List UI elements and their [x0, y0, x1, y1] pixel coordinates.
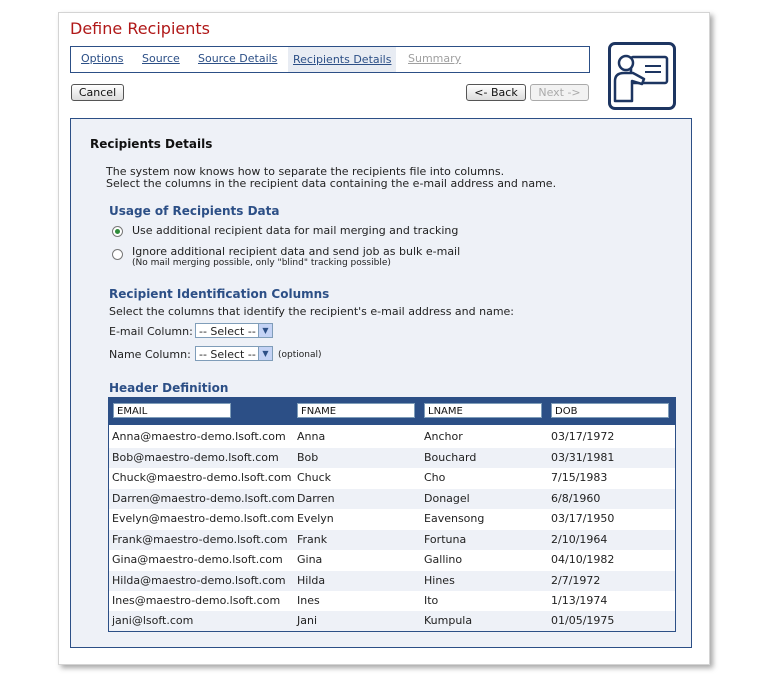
- email-column-value: -- Select --: [199, 325, 256, 338]
- table-row: [109, 530, 675, 550]
- wizard-panel: [58, 12, 710, 665]
- chevron-down-icon: ▼: [258, 347, 272, 360]
- name-column-optional-note: (optional): [278, 350, 322, 360]
- wizard-tabs: [70, 46, 590, 73]
- cell-dob: 2/10/1964: [551, 533, 608, 546]
- radio-selected-dot: [115, 229, 120, 234]
- cell-dob: 04/10/1982: [551, 553, 615, 566]
- back-button[interactable]: <- Back: [466, 84, 526, 101]
- table-row: [109, 489, 675, 509]
- cell-lname: Fortuna: [424, 533, 467, 546]
- tab-source[interactable]: Source: [142, 52, 180, 65]
- header-input-email[interactable]: EMAIL: [113, 403, 231, 418]
- identification-heading: Recipient Identification Columns: [109, 287, 330, 301]
- cell-fname: Hilda: [297, 574, 326, 587]
- table-header-row: [109, 398, 675, 425]
- usage-heading: Usage of Recipients Data: [109, 204, 280, 218]
- tab-summary: Summary: [408, 52, 462, 65]
- cell-lname: Hines: [424, 574, 455, 587]
- cell-lname: Kumpula: [424, 614, 473, 627]
- cell-dob: 03/17/1972: [551, 430, 615, 443]
- cell-lname: Gallino: [424, 553, 463, 566]
- radio-ignore-note: (No mail merging possible, only "blind" tracking possible): [132, 258, 391, 268]
- table-row: [109, 550, 675, 570]
- cell-lname: Bouchard: [424, 451, 477, 464]
- next-button: Next ->: [530, 84, 589, 101]
- cell-email: Gina@maestro-demo.lsoft.com: [112, 553, 283, 566]
- cell-email: Hilda@maestro-demo.lsoft.com: [112, 574, 286, 587]
- name-column-label: Name Column:: [109, 348, 191, 361]
- cell-dob: 2/7/1972: [551, 574, 601, 587]
- cell-dob: 01/05/1975: [551, 614, 615, 627]
- chevron-down-icon: ▼: [258, 324, 272, 337]
- email-column-select[interactable]: [195, 323, 273, 338]
- table-row: [109, 427, 675, 447]
- header-input-dob[interactable]: DOB: [551, 403, 669, 418]
- cell-email: Frank@maestro-demo.lsoft.com: [112, 533, 288, 546]
- cell-dob: 7/15/1983: [551, 471, 608, 484]
- radio-use-additional-data-label[interactable]: Use additional recipient data for mail merging and tracking: [132, 224, 459, 237]
- name-column-value: -- Select --: [199, 348, 256, 361]
- cell-dob: 03/31/1981: [551, 451, 615, 464]
- cell-lname: Anchor: [424, 430, 463, 443]
- radio-ignore-additional-data-label[interactable]: Ignore additional recipient data and send job as bulk e-mail: [132, 245, 461, 258]
- table-row: [109, 591, 675, 611]
- tab-source-details[interactable]: Source Details: [198, 52, 278, 65]
- cell-fname: Bob: [297, 451, 319, 464]
- cell-lname: Ito: [424, 594, 439, 607]
- table-row: [109, 571, 675, 591]
- header-input-lname[interactable]: LNAME: [424, 403, 542, 418]
- cell-fname: Gina: [297, 553, 323, 566]
- header-input-fname[interactable]: FNAME: [297, 403, 415, 418]
- table-row: [109, 448, 675, 468]
- cell-lname: Eavensong: [424, 512, 485, 525]
- radio-use-additional-data[interactable]: [112, 226, 123, 237]
- tab-options[interactable]: Options: [81, 52, 124, 65]
- cell-fname: Chuck: [297, 471, 332, 484]
- identification-instructions: Select the columns that identify the recipient's e-mail address and name:: [109, 305, 515, 318]
- recipients-details-section: [70, 118, 692, 648]
- radio-ignore-additional-data[interactable]: [112, 249, 123, 260]
- cell-fname: Evelyn: [297, 512, 334, 525]
- cell-email: jani@lsoft.com: [112, 614, 194, 627]
- cancel-button[interactable]: Cancel: [71, 84, 124, 101]
- table-row: [109, 509, 675, 529]
- cell-dob: 6/8/1960: [551, 492, 601, 505]
- cell-fname: Jani: [297, 614, 318, 627]
- tab-recipients-details[interactable]: Recipients Details: [288, 47, 396, 72]
- section-heading: Recipients Details: [90, 137, 213, 151]
- intro-text-line1: The system now knows how to separate the recipients file into columns.: [106, 165, 505, 178]
- email-column-label: E-mail Column:: [109, 325, 193, 338]
- table-row: [109, 611, 675, 631]
- page-title: Define Recipients: [70, 19, 210, 38]
- table-row: [109, 468, 675, 488]
- cell-fname: Anna: [297, 430, 326, 443]
- cell-email: Bob@maestro-demo.lsoft.com: [112, 451, 279, 464]
- cell-email: Chuck@maestro-demo.lsoft.com: [112, 471, 292, 484]
- intro-text-line2: Select the columns in the recipient data containing the e-mail address and name.: [106, 177, 557, 190]
- cell-email: Ines@maestro-demo.lsoft.com: [112, 594, 281, 607]
- cell-fname: Darren: [297, 492, 335, 505]
- cell-dob: 1/13/1974: [551, 594, 608, 607]
- cell-email: Darren@maestro-demo.lsoft.com: [112, 492, 296, 505]
- cell-fname: Frank: [297, 533, 328, 546]
- cell-lname: Donagel: [424, 492, 470, 505]
- name-column-select[interactable]: [195, 346, 273, 361]
- header-definition-table: [108, 397, 676, 632]
- header-definition-heading: Header Definition: [109, 381, 229, 395]
- cell-email: Anna@maestro-demo.lsoft.com: [112, 430, 286, 443]
- cell-lname: Cho: [424, 471, 446, 484]
- user-card-icon: [608, 42, 676, 110]
- cell-dob: 03/17/1950: [551, 512, 615, 525]
- cell-email: Evelyn@maestro-demo.lsoft.com: [112, 512, 295, 525]
- cell-fname: Ines: [297, 594, 320, 607]
